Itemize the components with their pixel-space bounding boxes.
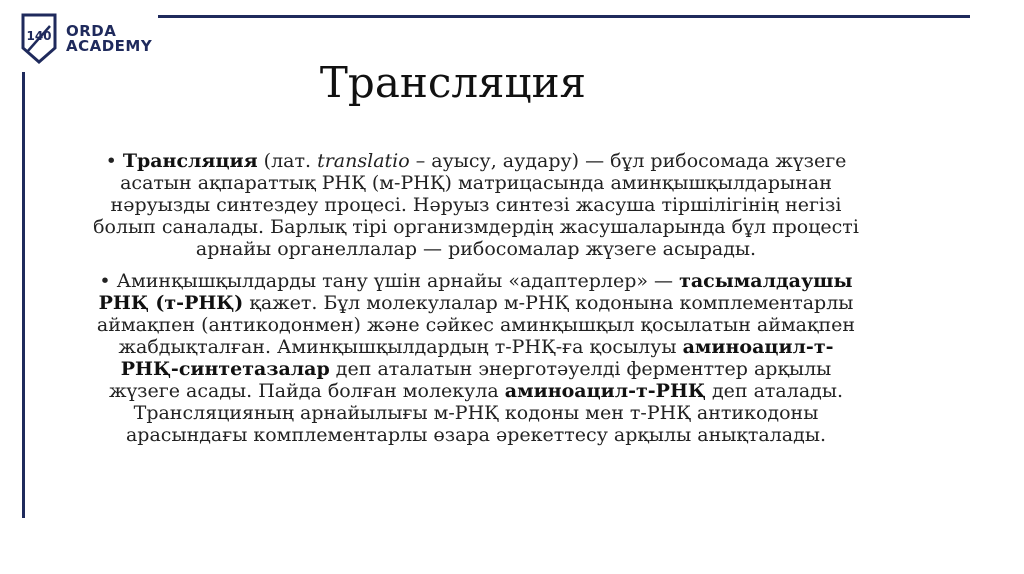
paragraph-2 — [92, 270, 860, 446]
logo-text — [66, 24, 152, 54]
slide-title: Трансляция — [319, 58, 587, 107]
term-synthetase: аминоацил-т-РНҚ-синтетазалар — [120, 336, 834, 380]
logo-mark-text: 140 — [26, 29, 52, 43]
paragraph-1 — [92, 150, 860, 260]
logo-line-2: ACADEMY — [66, 37, 153, 55]
logo-line-1: ORDA — [66, 22, 117, 40]
slide-body — [92, 150, 860, 456]
term-trna: тасымалдаушы РНҚ (т-РНҚ) — [98, 270, 853, 314]
text-segment: Аминқышқылдарды тану үшін арнайы «адаптерлер» — — [116, 270, 680, 292]
term-translation: Трансляция — [122, 150, 258, 172]
bullet-marker: • — [99, 270, 111, 292]
bullet-marker: • — [105, 150, 117, 172]
text-segment: деп аталады. Трансляцияның арнайылығы м-РНҚ кодоны мен т-РНҚ антикодоны арасындағы комплементарлы өзара әрекеттесу арқылы анықталады. — [125, 380, 844, 446]
term-latin: translatio — [317, 150, 410, 172]
header-divider — [158, 15, 970, 18]
text-segment: (лат. — [257, 150, 318, 172]
term-aminoacyl-trna: аминоацил-т-РНҚ — [504, 380, 706, 402]
side-divider — [22, 72, 25, 518]
text-segment: – ауысу, аудару) — бұл рибосомада жүзеге асатын ақпараттық РНҚ (м-РНҚ) матрицасында аминқышқылдарынан нәруызды синтездеу процесі. Нәруыз синтезі жасуша тіршілігінің негізі болып саналады. Барлық тірі организмдердің жасушаларында бұл процесті арнайы органеллалар — рибосомалар жүзеге асырады. — [93, 150, 859, 260]
text-segment: деп аталатын энерготәуелді ферменттер арқылы жүзеге асады. Пайда болған молекула — [108, 358, 832, 402]
text-segment: қажет. Бұл молекулалар м-РНҚ кодонына комплементарлы аймақпен (антикодонмен) және сәйкес аминқышқыл қосылатын аймақпен жабдықталған. Аминқышқылдардың т-РНҚ-ға қосылуы — [96, 292, 856, 358]
